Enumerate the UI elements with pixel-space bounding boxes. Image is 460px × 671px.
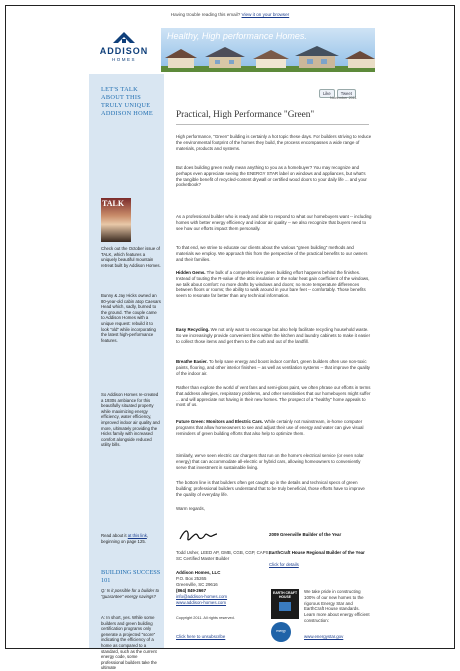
tagline-a: Healthy, [167, 31, 202, 41]
breathe-heading: Breathe Easier. [176, 359, 208, 364]
article-paragraph-4: To that end, we strive to educate our clients about the various "green building" methods and materials we employ. We approach this from the perspective of the practical benefits to our owners and their families. [176, 245, 368, 262]
unsubscribe-line [176, 634, 272, 640]
sidebar-subtitle: BUILDING SUCCESS 101 [101, 569, 161, 584]
top-notice-text: Having trouble reading this email? [170, 12, 242, 17]
tweet-button[interactable]: Tweet [337, 89, 356, 98]
article-paragraph-recycling [176, 327, 372, 344]
sidebar-answer: A: In short, yes. While some builders and green building certification programs only generate a projected "score" indicating the efficiency of a home as compared to a standard, such as the current energy code, some professional builders take the ultimate [101, 615, 157, 671]
header-banner [161, 28, 375, 72]
sidebar-title: LET'S TALK ABOUT THIS TRULY UNIQUE ADDISON HOME [101, 86, 154, 117]
main-content [164, 74, 375, 648]
sidebar-article-link[interactable]: at this link [127, 533, 147, 538]
award-details [269, 562, 371, 568]
website-line [176, 600, 272, 606]
magazine-cover-image[interactable] [101, 198, 131, 242]
top-notice [6, 12, 454, 17]
future-text: While certainly not mainstream, in-home computer programs that allow homeowners to see and adjust their use of energy and water can give visual reminders of green building efforts that also help to optimize them. [176, 419, 364, 436]
sidebar-question: Q: Is it possible for a builder to "guarantee" energy savings? [101, 588, 160, 599]
hidden-gems-text: The bulk of a comprehensive green building effort happens behind the finishes. Instead of touting the R-value of the attic insulation or the solar heat gain coefficient of the windows, we talk about comfort: no more drafts by windows and doors; no more temperature differences between floors or rooms; the ability to walk around in your bare feet -- comfortably. Those benefits seem to resonate far better than any technical information. [176, 270, 370, 299]
email-frame [5, 5, 455, 671]
sidebar-read-text: Read about it [101, 533, 128, 538]
tagline-b: High performance Homes. [201, 31, 307, 41]
article-paragraph-bottom-line: The bottom line is that builders often get caught up in the details and technical specs of green building; professional builders understand that to be truly beneficial, those efforts have to improve the quality of everyday life. [176, 480, 365, 497]
energy-star-text: energy [276, 629, 286, 633]
award-2 [269, 550, 371, 556]
sidebar-paragraph-2: Bunny & Jay Hicks owned an 80-year-old cabin atop Caesars Head which, sadly, burned to the ground. The couple came to Addison Homes with a unique request: rebuild it to look "old" while incorporating the latest high-performance features. [101, 293, 161, 343]
email-link[interactable]: info@addison-homes.com [176, 594, 228, 599]
sidebar [89, 74, 164, 671]
recycling-heading: Easy Recycling. [176, 327, 210, 332]
pledge-text: We take pride in constructing 100% of our new homes to the rigorous Energy Star and EarthCraft House standards. Learn more about energy efficient construction: [304, 589, 370, 623]
houses-illustration [161, 46, 375, 72]
sidebar-read-tail: , beginning on page 125. [101, 533, 149, 544]
award-2-text: EarthCraft House Regional Builder of the Year [269, 550, 365, 555]
energystar-line [304, 634, 372, 640]
sidebar-paragraph-4 [101, 533, 161, 544]
closing-regards: Warm regards, [176, 506, 205, 511]
logo-name: ADDISON [99, 46, 149, 56]
sidebar-paragraph-1: Check out the October issue of TALK, which features a uniquely beautiful mountain retreat built by Addison Homes. [101, 246, 161, 268]
article-paragraph-cars: Similarly, we've seen electric car chargers that run on the home's electrical service (or even solar energy) that can accommodate all-electric or hybrid cars, allowing homeowners to conveniently serve that investment in sustainable living. [176, 453, 364, 470]
logo-roof-icon [113, 30, 135, 44]
logo-sub: HOMES [111, 57, 136, 62]
earthcraft-badge[interactable] [271, 589, 299, 619]
award-1 [269, 532, 371, 538]
copyright: Copyright 2011. All rights reserved. [176, 616, 235, 620]
article-paragraph-2: But does building green really mean anything to you as a homebuyer? You may recognize and perhaps even appreciate seeing the ENERGY STAR label on windows and appliances, but what's the tangible benefit of recycled-content drywall or certified wood doors to your daily life ... and your pocketbook? [176, 165, 367, 188]
facebook-like-button[interactable]: Like [319, 89, 335, 98]
view-in-browser-link[interactable]: View it on your browser [241, 12, 290, 17]
hidden-gems-heading: Hidden Gems. [176, 270, 206, 275]
email-line [176, 594, 272, 600]
earthcraft-house-icon [279, 602, 291, 611]
energystar-link[interactable]: www.energystar.gov [304, 634, 344, 639]
earthcraft-badge-text: EARTH CRAFT HOUSE [272, 591, 298, 599]
article-title: Practical, High Performance "Green" [176, 110, 315, 120]
energy-star-logo[interactable] [271, 622, 291, 642]
article-paragraph-breathe [176, 359, 372, 376]
city-line: Greenville, SC 29616 [176, 582, 218, 587]
article-paragraph-1: High performance, "Green" building is certainly a hot topic these days. For builders striving to reduce the environmental footprint of the homes they build, the process encompasses a wide range of materials, products and systems. [176, 134, 372, 151]
logo[interactable] [89, 28, 159, 72]
recycling-text: We not only want to encourage but also help facilitate recycling household waste. So we increasingly provide convenient bins within the kitchen and laundry cabinets to make it easier to collect those items and get them to the curb and out of the landfill. [176, 327, 371, 344]
phone-number: (864) 849-2667 [176, 588, 207, 593]
article-paragraph-hidden-gems [176, 270, 372, 299]
unsubscribe-link[interactable]: Click here to unsubscribe [176, 634, 226, 639]
header [89, 28, 375, 73]
award-1-text: 2009 Greenville Builder of the Year [269, 532, 342, 537]
po-box: P.O. Box 25265 [176, 576, 207, 581]
breathe-text: To help save energy and boost indoor comfort, green builders often use non-toxic paints, flooring, and other interior finishes -- as well as ventilation systems -- that improve the quality of the indoor air. [176, 359, 371, 376]
company-name: Addison Homes, LLC [176, 570, 221, 575]
signature-image [178, 527, 218, 545]
article-paragraph-3: As a professional builder who is ready and able to respond to what our homebuyers want -- including homes with better energy efficiency and indoor air quality -- we also recognize that buyers need to see how our efforts impact them personally. [176, 214, 372, 231]
signer-name: Todd Usher, LEED AP, GMB, CGB, CGP, CAPS, SC Certified Master Builder [176, 550, 270, 561]
magazine-title: TALK [102, 199, 125, 208]
phone-line [176, 588, 272, 594]
article-paragraph-future [176, 419, 372, 436]
tagline [167, 31, 307, 41]
sidebar-paragraph-3: So Addison Homes re-created a 1930s ambiance for this beautifully situated property while maximizing energy efficiency, water efficiency, improved indoor air quality and more, ultimately providing the Hicks family with increased comfort alongside reduced utility bills. [101, 392, 160, 448]
award-details-link[interactable]: Click for details [269, 562, 299, 567]
website-link[interactable]: www.addison-homes.com [176, 600, 227, 605]
title-divider [176, 124, 369, 125]
issue-date: November 2011 [330, 96, 357, 100]
company-block [176, 570, 272, 576]
future-heading: Future Green: Monitors and Electric Cars. [176, 419, 264, 424]
article-paragraph-healthy: Rather than explore the world of vent fans and semi-gloss paint, we often phrase our efforts in terms that address allergies, respiratory problems, and other sensitivities that our homebuyers might suffer ... and will appreciate not having in their new homes. The prospect of a "healthy" home appeals to most of us. [176, 385, 371, 408]
